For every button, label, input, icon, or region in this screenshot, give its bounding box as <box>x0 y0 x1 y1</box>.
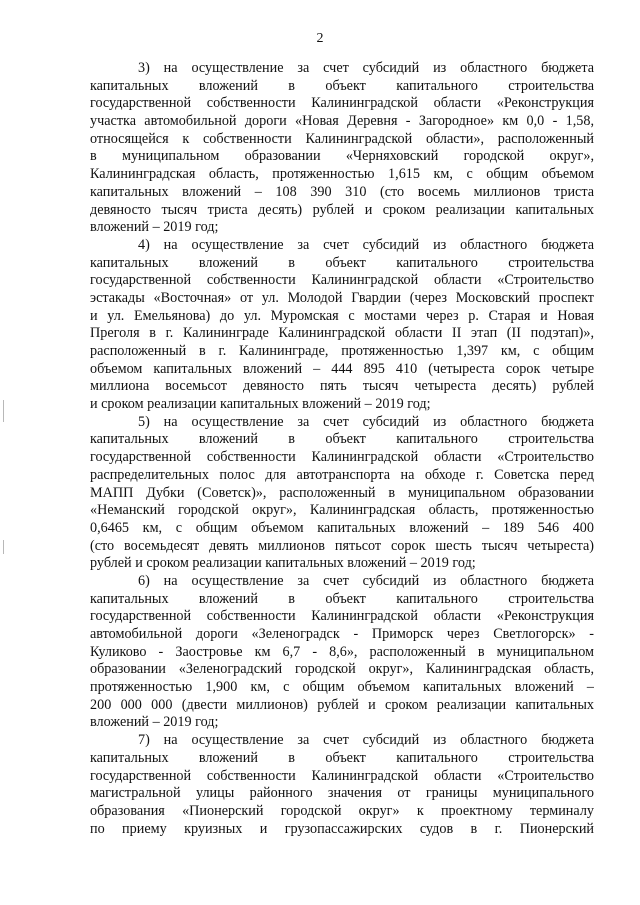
paragraph-line: в муниципальном образовании «Черняховский городской округ», <box>90 148 594 165</box>
margin-scan-mark <box>3 400 4 422</box>
paragraph-line: 7) на осуществление за счет субсидий из областного бюджета <box>138 732 594 749</box>
paragraph-line: «Неманский городской округ», Калининградская область, протяженностью <box>90 502 594 519</box>
paragraph-line: капитальных вложений в объект капитального строительства <box>90 590 594 607</box>
paragraph-line: магистральной улицы районного значения от границы муниципального <box>90 785 594 802</box>
paragraph-line: государственной собственности Калининградской области «Строительство <box>90 272 594 289</box>
paragraph-line: распределительных полос для автотранспорта на обходе г. Советска перед <box>90 466 594 483</box>
paragraph-line: автомобильной дороги «Зеленоградск - Приморск через Светлогорск» - <box>90 626 594 642</box>
paragraph <box>90 414 594 573</box>
paragraph-line: 6) на осуществление за счет субсидий из областного бюджета <box>138 572 594 589</box>
paragraph-line: миллиона восемьсот девяносто пять тысяч четыреста десять) рублей <box>90 378 594 395</box>
paragraph-line: МАПП Дубки (Советск)», расположенный в муниципальном образовании <box>90 484 594 501</box>
paragraph-line: государственной собственности Калининградской области «Строительство <box>90 767 594 784</box>
paragraph-line: государственной собственности Калининградской области «Реконструкция <box>90 95 594 112</box>
paragraph-line: вложений – 2019 год; <box>90 219 219 236</box>
paragraph-line: и сроком реализации капитальных вложений – 2019 год; <box>90 396 431 413</box>
paragraph-line: 5) на осуществление за счет субсидий из областного бюджета <box>138 413 594 430</box>
paragraph-line: капитальных вложений в объект капитального строительства <box>90 749 594 766</box>
paragraph-line: капитальных вложений в объект капитального строительства <box>90 431 594 448</box>
paragraph-line: 4) на осуществление за счет субсидий из областного бюджета <box>138 236 594 253</box>
paragraph-line: образовании «Зеленоградский городской округ», Калининградская область, <box>90 661 594 678</box>
paragraph-line: протяженностью 1,900 км, с общим объемом капитальных вложений – <box>90 679 594 696</box>
paragraph <box>90 732 594 838</box>
paragraph-line: государственной собственности Калининградской области «Строительство <box>90 449 594 466</box>
paragraph <box>90 60 594 237</box>
paragraph-line: вложений – 2019 год; <box>90 714 219 731</box>
paragraph-line: капитальных вложений в объект капитального строительства <box>90 77 594 94</box>
page-number: 2 <box>316 31 324 46</box>
paragraph-line: относящейся к собственности Калининградской области», расположенный <box>90 130 594 147</box>
paragraph-line: и ул. Емельянова) до ул. Муромская с мостами через р. Старая и Новая <box>90 307 594 324</box>
paragraph-line: государственной собственности Калининградской области «Реконструкция <box>90 608 594 625</box>
paragraph-line: 200 000 000 (двести миллионов) рублей и сроком реализации капитальных <box>90 696 594 713</box>
paragraph-line: эстакады «Восточная» от ул. Молодой Гвардии (через Московский проспект <box>90 289 594 306</box>
paragraph-line: объемом капитальных вложений – 444 895 410 (четыреста сорок четыре <box>90 360 594 377</box>
paragraph-line: по приему круизных и грузопассажирских судов в г. Пионерский <box>90 820 594 837</box>
paragraph <box>90 573 594 732</box>
paragraph-line: расположенный в г. Калининграде, протяженностью 1,397 км, с общим <box>90 343 594 359</box>
paragraph-line: рублей и сроком реализации капитальных вложений – 2019 год; <box>90 555 476 572</box>
paragraph-line: девяносто тысяч триста десять) рублей и сроком реализации капитальных <box>90 201 594 218</box>
paragraph-line: Куликово - Заостровье км 6,7 - 8,6», расположенный в муниципальном <box>90 643 594 660</box>
paragraph-line: Калининградская область, протяженностью 1,615 км, с общим объемом <box>90 166 594 183</box>
paragraph-line: 0,6465 км, с общим объемом капитальных вложений – 189 546 400 <box>90 519 594 536</box>
paragraph-line: Преголя в г. Калининграде Калининградской области II этап (II подэтап)», <box>90 325 594 342</box>
margin-scan-mark <box>3 540 4 554</box>
paragraph-line: участка автомобильной дороги «Новая Деревня - Загородное» км 0,0 - 1,58, <box>90 113 594 130</box>
paragraph-line: капитальных вложений в объект капитального строительства <box>90 254 594 271</box>
paragraph-line: (сто восемьдесят девять миллионов пятьсот сорок шесть тысяч четыреста) <box>90 537 594 554</box>
paragraph-line: образования «Пионерский городской округ» к проектному терминалу <box>90 802 594 819</box>
paragraph <box>90 237 594 414</box>
paragraph-line: 3) на осуществление за счет субсидий из областного бюджета <box>138 60 594 76</box>
paragraph-line: капитальных вложений – 108 390 310 (сто восемь миллионов триста <box>90 183 594 200</box>
document-body <box>90 60 594 838</box>
